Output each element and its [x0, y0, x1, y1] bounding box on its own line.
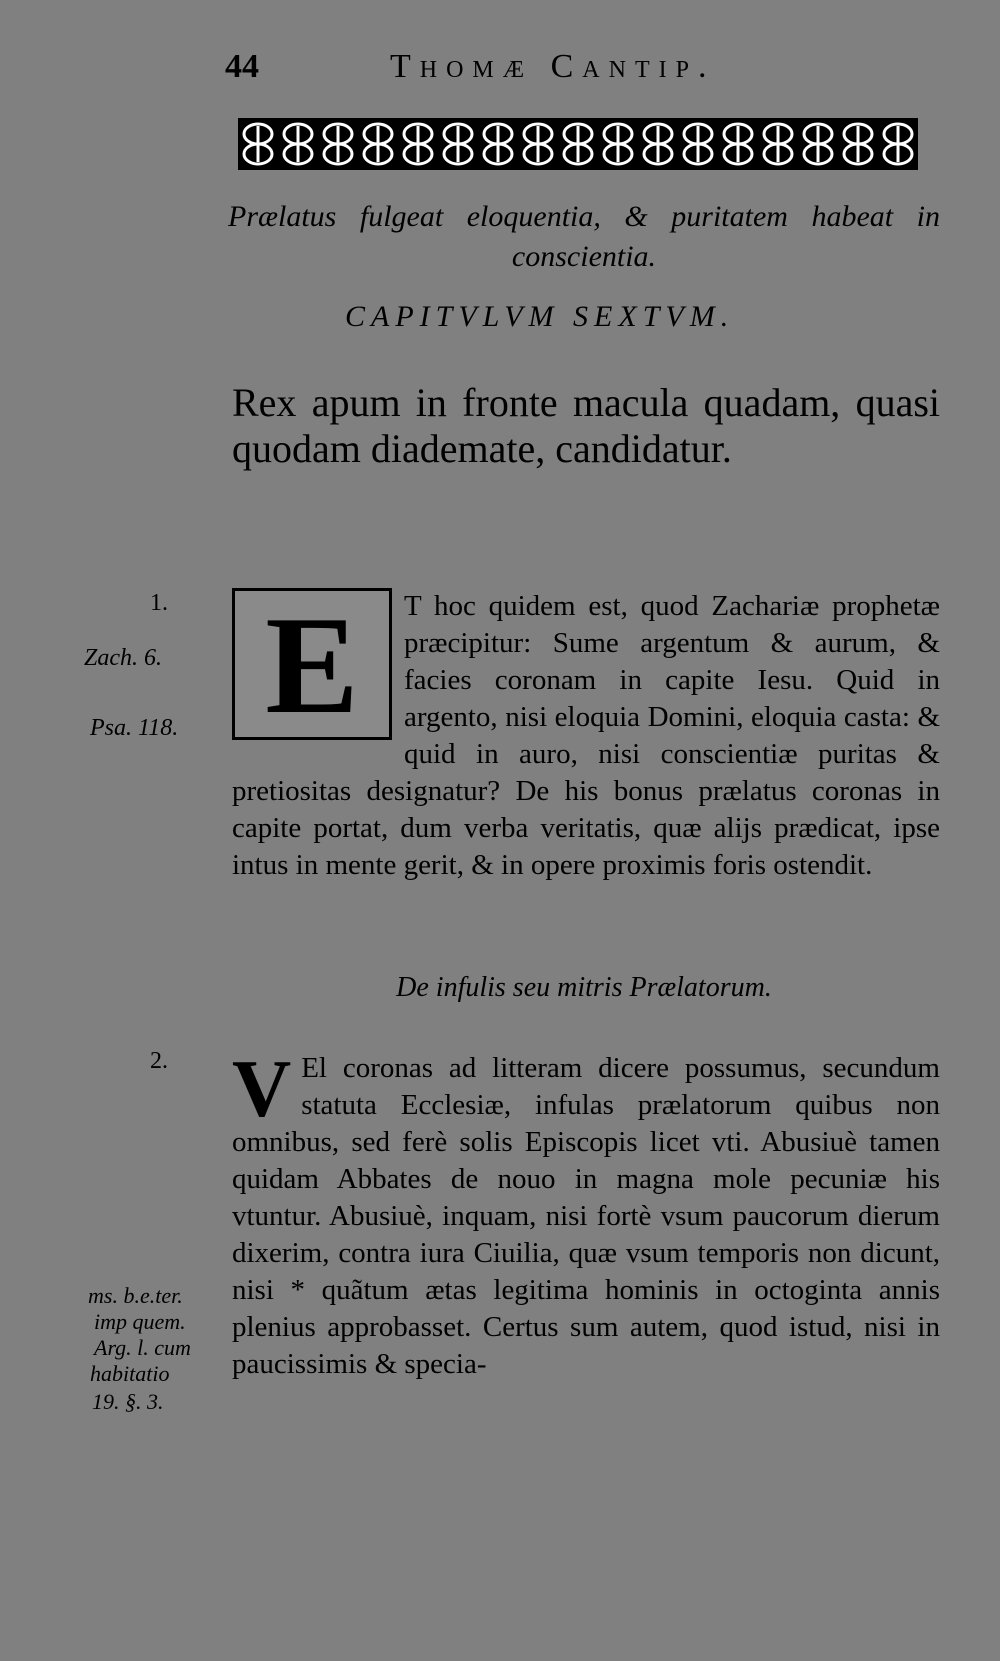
paragraph-2-text: El coronas ad litteram dicere possumus, secundum statuta Ecclesiæ, infulas prælatorum quibus non omnibus, sed ferè solis Episcopis licet vti. Abusiuè tamen quidam Abbates de nouo in magna mole pecuniæ his vtuntur. Abusiuè, inquam, nisi fortè vsum paucorum dierum dixerim, contra iura Ciuilia, quæ vsum temporis non dicunt, nisi * quãtum ætas legitima hominis in octoginta annis plenius approbasset. Certus sum autem, quod istud, nisi in paucissimis & specia- [232, 1052, 940, 1380]
running-title: Thomæ Cantip. [390, 48, 716, 85]
margin-note-line-5: 19. §. 3. [92, 1389, 164, 1414]
paragraph-1-text: T hoc quidem est, quod Zachariæ prophetæ præcipitur: Sume argentum & aurum, & facies coronam in capite Iesu. Quid in argento, nisi eloquia Domini, eloquia casta: & quid in auro, nisi conscientiæ puritas & pretiositas designatur? De his bonus prælatus coronas in capite portat, dum verba veritatis, quæ alijs prædicat, ipse intus in mente gerit, & in opere proximis foris ostendit. [232, 590, 940, 881]
paragraph-2 [232, 1050, 940, 1610]
rubric-line-2: conscientia. [511, 240, 657, 273]
page-number: 44 [225, 48, 259, 85]
margin-number-1: 1. [150, 590, 168, 616]
lead-sentence: Rex apum in fronte macula quadam, quasi quodam diademate, candidatur. [232, 380, 940, 471]
margin-number-2: 2. [150, 1048, 168, 1074]
section-subheading: De infulis seu mitris Prælatorum. [396, 972, 772, 1003]
initial-letter: E [265, 588, 359, 743]
paragraph-1 [232, 588, 940, 884]
woodcut-initial [232, 588, 392, 743]
rubric-line-1: Prælatus fulgeat eloquentia, & puritatem habeat in [228, 200, 940, 233]
margin-note-line-3: Arg. l. cum [94, 1335, 191, 1360]
ornament-band [238, 118, 918, 170]
initial-letter-v: V [232, 1050, 292, 1134]
margin-ref-psa: Psa. 118. [90, 715, 179, 741]
margin-ref-zach: Zach. 6. [84, 645, 162, 671]
margin-note-line-2: imp quem. [94, 1309, 186, 1334]
margin-note-line-4: habitatio [90, 1361, 170, 1386]
ornament-pattern [238, 118, 918, 170]
chapter-title: CAPITVLVM SEXTVM. [345, 300, 735, 333]
margin-note-line-1: ms. b.e.ter. [88, 1283, 183, 1308]
running-header [225, 42, 915, 92]
